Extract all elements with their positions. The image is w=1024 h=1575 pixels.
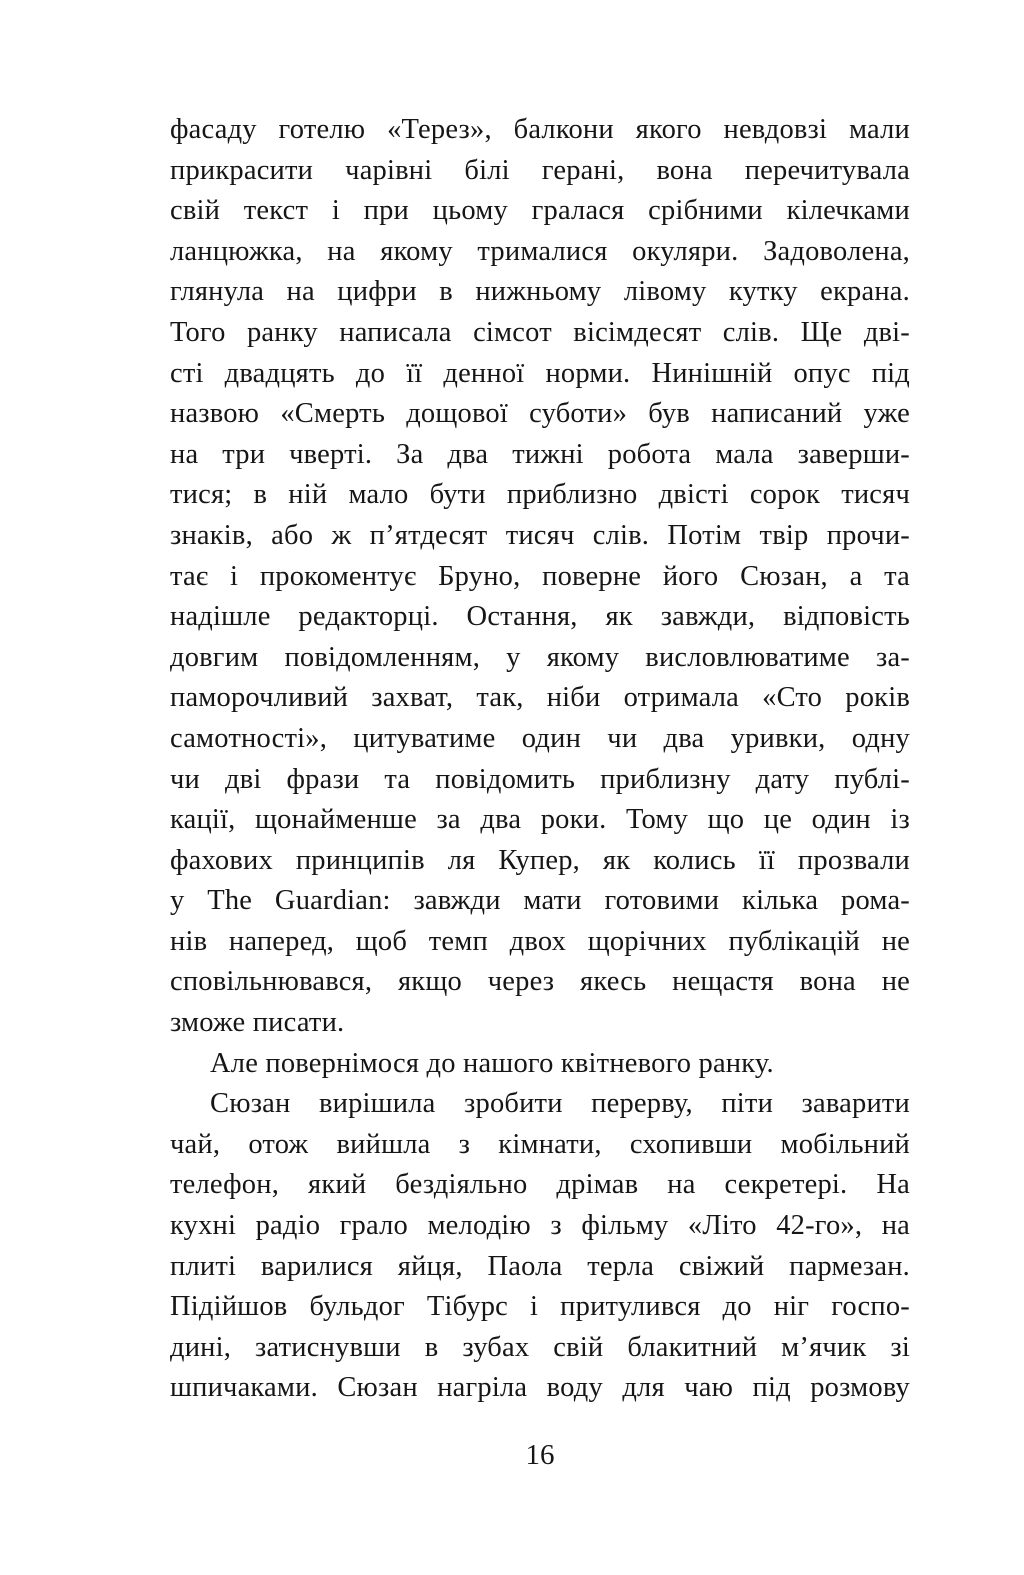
page-number: 16 — [525, 1439, 555, 1471]
text-line: зможе писати. — [170, 1007, 345, 1039]
text-line: кухні радіо грало мелодію з фільму «Літо 42-го», на — [170, 1210, 910, 1242]
text-line: чай, отож вийшла з кімнати, схопивши мобільний — [170, 1128, 910, 1160]
text-line: кації, щонайменше за два роки. Тому що це один із — [170, 804, 910, 836]
text-line: дині, затиснувши в зубах свій блакитний м’ячик зі — [170, 1331, 910, 1363]
text-line: свій текст і при цьому гралася срібними кілечками — [170, 195, 910, 227]
text-line: самотності», цитуватиме один чи два уривки, одну — [170, 722, 910, 754]
text-line: шпичаками. Сюзан нагріла воду для чаю під розмову — [170, 1372, 910, 1404]
text-line: чи дві фрази та повідомить приблизну дату публі- — [170, 763, 910, 795]
text-line: надішле редакторці. Остання, як завжди, відповість — [170, 601, 910, 633]
text-line: Але повернімося до нашого квітневого ранку. — [210, 1047, 774, 1079]
text-line: Того ранку написала сімсот вісімдесят слів. Ще дві- — [170, 316, 910, 348]
text-line: нів наперед, щоб темп двох щорічних публікацій не — [170, 925, 910, 957]
text-line: знаків, або ж п’ятдесят тисяч слів. Потім твір прочи- — [170, 519, 910, 551]
text-line: плиті варилися яйця, Паола терла свіжий пармезан. — [170, 1250, 910, 1282]
text-line: тися; в ній мало бути приблизно двісті сорок тисяч — [170, 479, 910, 511]
text-line: Сюзан вирішила зробити перерву, піти заварити — [210, 1088, 910, 1120]
text-line: фасаду готелю «Терез», балкони якого невдовзі мали — [170, 114, 910, 145]
text-line: паморочливий захват, так, ніби отримала «Сто років — [170, 682, 910, 714]
text-line: на три чверті. За два тижні робота мала заверши- — [170, 438, 910, 470]
text-line: фахових принципів ля Купер, як колись її прозвали — [170, 844, 910, 876]
text-line: тає і прокоментує Бруно, поверне його Сюзан, а та — [170, 560, 910, 592]
text-line: у The Guardian: завжди мати готовими кілька рома- — [170, 885, 910, 917]
text-line: ланцюжка, на якому трималися окуляри. Задоволена, — [170, 235, 910, 267]
text-line: довгим повідомленням, у якому висловлюватиме за- — [170, 641, 910, 673]
text-line: назвою «Смерть дощової суботи» був написаний уже — [170, 398, 910, 430]
text-line: сті двадцять до її денної норми. Нинішній опус під — [170, 357, 910, 389]
text-line: глянула на цифри в нижньому лівому кутку екрана. — [170, 276, 910, 308]
text-line: Підійшов бульдог Тібурс і притулився до ніг госпо- — [170, 1291, 910, 1323]
text-block — [170, 110, 910, 1409]
text-line: прикрасити чарівні білі герані, вона перечитувала — [170, 154, 910, 186]
text-line: сповільнювався, якщо через якесь нещастя вона не — [170, 966, 910, 998]
text-line: телефон, який бездіяльно дрімав на секретері. На — [170, 1169, 910, 1201]
